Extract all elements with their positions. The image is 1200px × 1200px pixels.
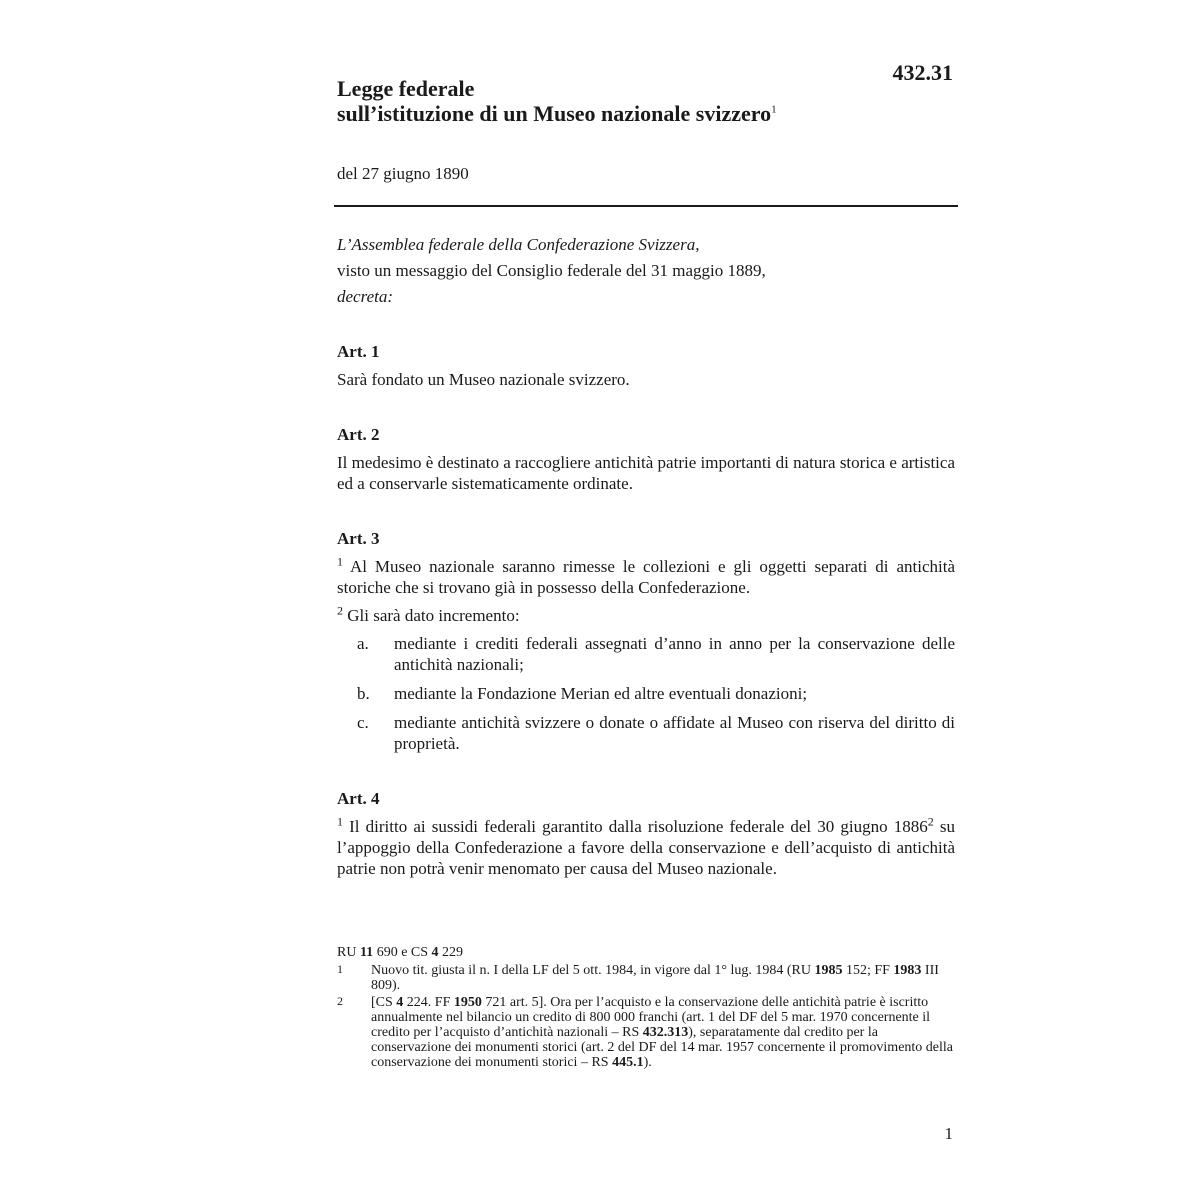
list-letter: b.: [357, 684, 370, 703]
list-letter: a.: [357, 634, 369, 653]
header-divider: [334, 205, 958, 207]
source-volume: 11: [359, 945, 374, 960]
footnote-text: ), separatamente dal credito per la conservazione dei monumenti storici (art. 2 del DF del 14 mar. 1957 concernente il promovimento della conservazione dei monumenti storici – RS: [371, 1025, 954, 1070]
law-body: [337, 234, 955, 886]
ingress-decree: decreta:: [337, 287, 394, 306]
article-3: [337, 528, 955, 754]
paragraph-text: Al Museo nazionale saranno rimesse le collezioni e gli oggetti separati di antichità storiche che si trovano già in possesso della Confederazione.: [337, 557, 955, 597]
document-page: [337, 0, 957, 1200]
page-number: 1: [944, 1124, 953, 1143]
article-text: Sarà fondato un Museo nazionale svizzero.: [337, 370, 630, 389]
source-text: RU: [337, 945, 360, 960]
footnote-bold: 1985: [814, 963, 843, 978]
title-line-2-text: sull’istituzione di un Museo nazionale svizzero: [337, 101, 772, 126]
paragraph-2: [337, 605, 955, 626]
ingress-considering: visto un messaggio del Consiglio federale del 31 maggio 1889,: [337, 261, 766, 280]
source-reference: [337, 945, 955, 960]
source-volume: 4: [431, 945, 439, 960]
source-text: 690 e CS: [373, 945, 432, 960]
title-line-1: Legge federale: [337, 76, 475, 101]
footnote-bold: 1950: [453, 995, 482, 1010]
title-footnote-ref[interactable]: 1: [771, 103, 777, 116]
footnotes: [337, 945, 955, 1072]
article-4: [337, 788, 955, 879]
footnote-text: 224. FF: [403, 995, 454, 1010]
law-title: [337, 76, 777, 126]
list-item: [337, 683, 955, 704]
title-line-2: [337, 101, 777, 126]
footnote-number: 2: [337, 994, 343, 1008]
footnote-bold[interactable]: 445.1: [612, 1055, 644, 1070]
footnote-text: III 809).: [371, 963, 939, 993]
list-text: mediante i crediti federali assegnati d’anno in anno per la conservazione delle antichità nazionali;: [394, 634, 955, 674]
paragraph-number: 1: [337, 554, 343, 569]
footnote-text: Nuovo tit. giusta il n. I della LF del 5 ott. 1984, in vigore dal 1° lug. 1984 (RU: [371, 963, 815, 978]
list-letter: c.: [357, 713, 369, 732]
footnote-bold[interactable]: 432.313: [642, 1025, 689, 1040]
article-heading: Art. 1: [337, 342, 380, 361]
list-item: [337, 712, 955, 754]
ingress-authority: L’Assemblea federale della Confederazione Svizzera,: [337, 235, 700, 254]
paragraph-1: [337, 556, 955, 598]
law-date: del 27 giugno 1890: [337, 164, 469, 183]
list-text: mediante antichità svizzere o donate o affidate al Museo con riserva del diritto di proprietà.: [394, 713, 955, 753]
footnote-number: 1: [337, 962, 343, 976]
list-item: [337, 633, 955, 675]
article-heading: Art. 3: [337, 529, 380, 548]
paragraph-number: 1: [337, 814, 343, 829]
footnote-bold: 4: [396, 995, 404, 1010]
letter-list: [337, 633, 955, 754]
footnote-text: [CS: [371, 995, 397, 1010]
article-text: Il medesimo è destinato a raccogliere antichità patrie importanti di natura storica e artistica ed a conservarle sistematicamente ordinate.: [337, 453, 955, 493]
footnote-ref[interactable]: 2: [927, 814, 934, 829]
ingress: [337, 234, 955, 307]
paragraph-text-b: su l’appoggio della Confederazione a favore della conservazione e dell’acquisto di antichità patrie non potrà venir menomato per causa del Museo nazionale.: [337, 817, 955, 878]
footnote-bold: 1983: [893, 963, 922, 978]
footnote-2: [337, 995, 955, 1070]
article-2: [337, 424, 955, 494]
paragraph-1: [337, 816, 955, 879]
source-text: 229: [438, 945, 464, 960]
paragraph-number: 2: [337, 603, 343, 618]
article-1: [337, 341, 955, 390]
article-heading: Art. 4: [337, 789, 380, 808]
footnote-1: [337, 963, 955, 993]
footnote-text: 721 art. 5]. Ora per l’acquisto e la conservazione delle antichità patrie è iscritto annualmente nel bilancio un credito di 800 000 franchi (art. 1 del DF del 5 mar. 1970 concernente il credito per l’acquisto d’antichità nazionali – RS: [371, 995, 931, 1040]
paragraph-text: Gli sarà dato incremento:: [347, 606, 520, 625]
rs-number: 432.31: [892, 60, 953, 85]
list-text: mediante la Fondazione Merian ed altre eventuali donazioni;: [394, 684, 808, 703]
footnote-text: 152; FF: [842, 963, 894, 978]
article-heading: Art. 2: [337, 425, 380, 444]
footnote-text: ).: [643, 1055, 652, 1070]
paragraph-text-a: Il diritto ai sussidi federali garantito dalla risoluzione federale del 30 giugno 1886: [349, 817, 928, 836]
